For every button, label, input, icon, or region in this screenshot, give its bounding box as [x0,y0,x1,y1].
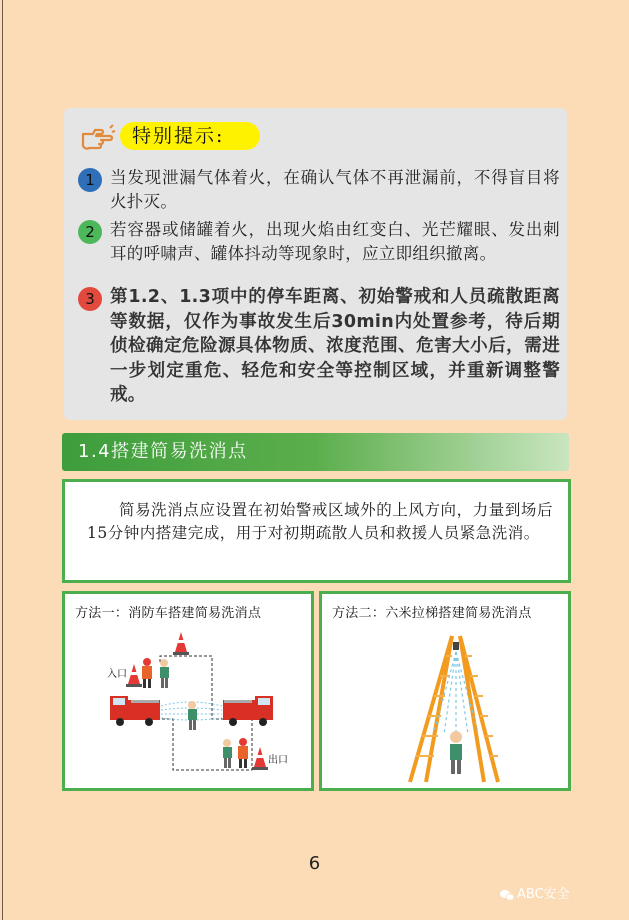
tip-text-2: 若容器或储罐着火，出现火焰由红变白、光芒耀眼、发出刺耳的呼啸声、罐体抖动等现象时，应立即组织撤离。 [110,220,560,263]
method-two-title: 方法二：六米拉梯搭建简易洗消点 [332,606,532,621]
pointing-hand-icon [80,122,116,150]
description-box [62,479,571,583]
method-two-panel [319,591,571,791]
civilian-figure [450,731,462,774]
firefighter-figure [238,738,248,768]
page-edge-line [2,0,3,920]
nozzle-icon [453,642,459,650]
section-title: 1.4搭建简易洗消点 [78,441,248,462]
civilian-figure [223,739,232,768]
special-tips-box [64,108,567,420]
traffic-cone-icon [173,632,189,655]
tip-item-2 [78,218,560,266]
method-one-title: 方法一：消防车搭建简易洗消点 [75,606,262,621]
tip-text-1: 当发现泄漏气体着火，在确认气体不再泄漏前，不得盲目将火扑灭。 [110,168,560,211]
method-one-panel [62,591,314,791]
ladder-decon-illustration [322,594,568,788]
number-badge-3: 3 [78,287,102,311]
tip-item-1 [78,166,560,214]
entry-label: 入口 [107,669,127,680]
watermark [517,884,570,906]
tip-item-3 [78,285,560,408]
exit-label: 出口 [268,755,288,766]
number-badge-1: 1 [78,168,102,192]
page-number: 6 [308,853,321,874]
number-badge-2: 2 [78,220,102,244]
fire-truck-right-icon [223,696,273,726]
tips-title: 特别提示: [120,122,260,150]
watermark-text: ABC安全 [517,887,570,902]
traffic-cone-icon [126,664,142,687]
section-header-bar [62,433,569,471]
tip-text-3: 第1.2、1.3项中的停车距离、初始警戒和人员疏散距离等数据，仅作为事故发生后30min内处置参考，待后期侦检确定危险源具体物质、浓度范围、危害大小后，需进一步划定重危、轻危和安全等控制区域，并重新调整警戒。 [110,287,560,405]
description-text: 简易洗消点应设置在初始警戒区域外的上风方向，力量到场后15分钟内搭建完成，用于对初期疏散人员和救援人员紧急洗消。 [87,501,553,542]
wechat-icon [499,887,515,903]
civilian-figure [188,701,197,730]
fire-truck-decon-illustration [65,594,311,788]
traffic-cone-icon [252,747,268,770]
civilian-figure [160,659,169,688]
fire-truck-left-icon [110,696,160,726]
firefighter-figure [142,658,152,688]
